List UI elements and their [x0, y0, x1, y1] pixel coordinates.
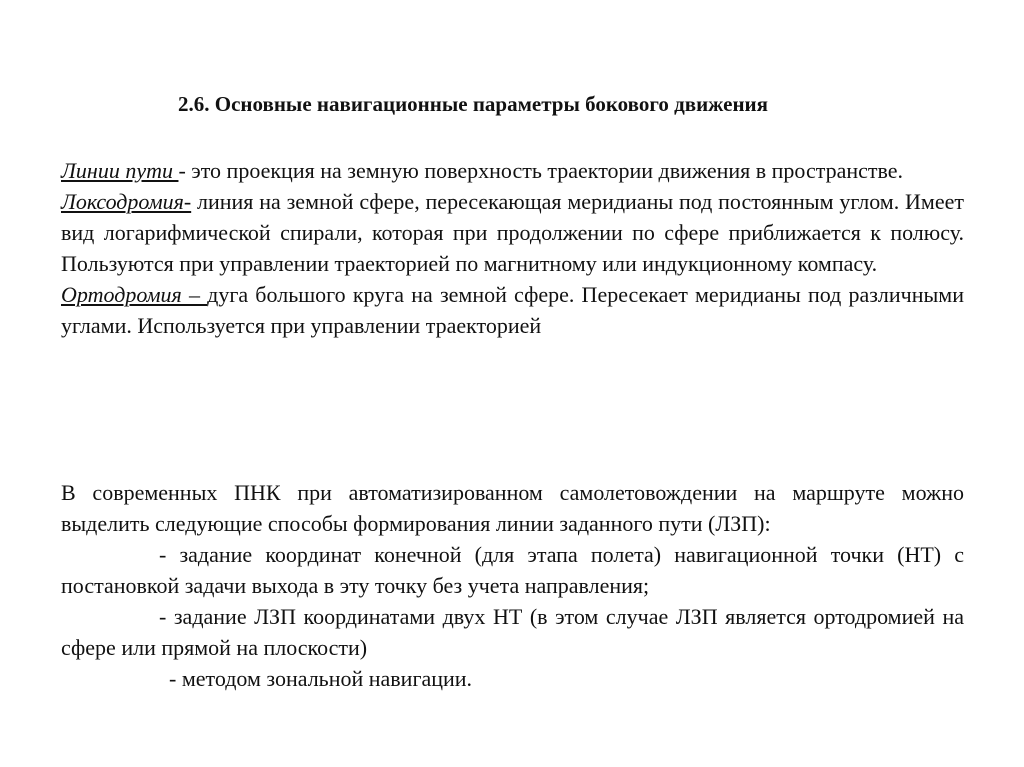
page-title: 2.6. Основные навигационные параметры бокового движения	[178, 92, 769, 116]
definition-term: Локсодромия-	[61, 189, 192, 214]
definition-term: Линии пути	[61, 158, 179, 183]
list-item: - задание координат конечной (для этапа полета) навигационной точки (НТ) с постановкой задачи выхода в эту точку без учета направления;	[61, 542, 964, 598]
methods-intro: В современных ПНК при автоматизированном самолетовождении на маршруте можно выделить следующие способы формирования линии заданного пути (ЛЗП):	[61, 480, 964, 536]
methods-block	[61, 477, 964, 694]
list-item: - задание ЛЗП координатами двух НТ (в этом случае ЛЗП является ортодромией на сфере или прямой на плоскости)	[61, 604, 964, 660]
list-item: - методом зональной навигации.	[169, 666, 473, 691]
definition-text: - это проекция на земную поверхность траектории движения в пространстве.	[178, 158, 904, 183]
definition-term: Ортодромия –	[61, 282, 208, 307]
definition-text: линия на земной сфере, пересекающая меридианы под постоянным углом. Имеет вид логарифмической спирали, которая при продолжении по сфере приближается к полюсу. Пользуются при управлении траекторией по магнитному или индукционному компасу.	[61, 189, 964, 276]
definition-loxodrome	[61, 186, 964, 279]
definition-orthodrome	[61, 279, 964, 341]
definition-text: дуга большого круга на земной сфере. Пересекает меридианы под различными углами. Используется при управлении траекторией	[61, 282, 964, 338]
definitions-block	[61, 155, 964, 341]
definition-track-line	[61, 155, 964, 186]
